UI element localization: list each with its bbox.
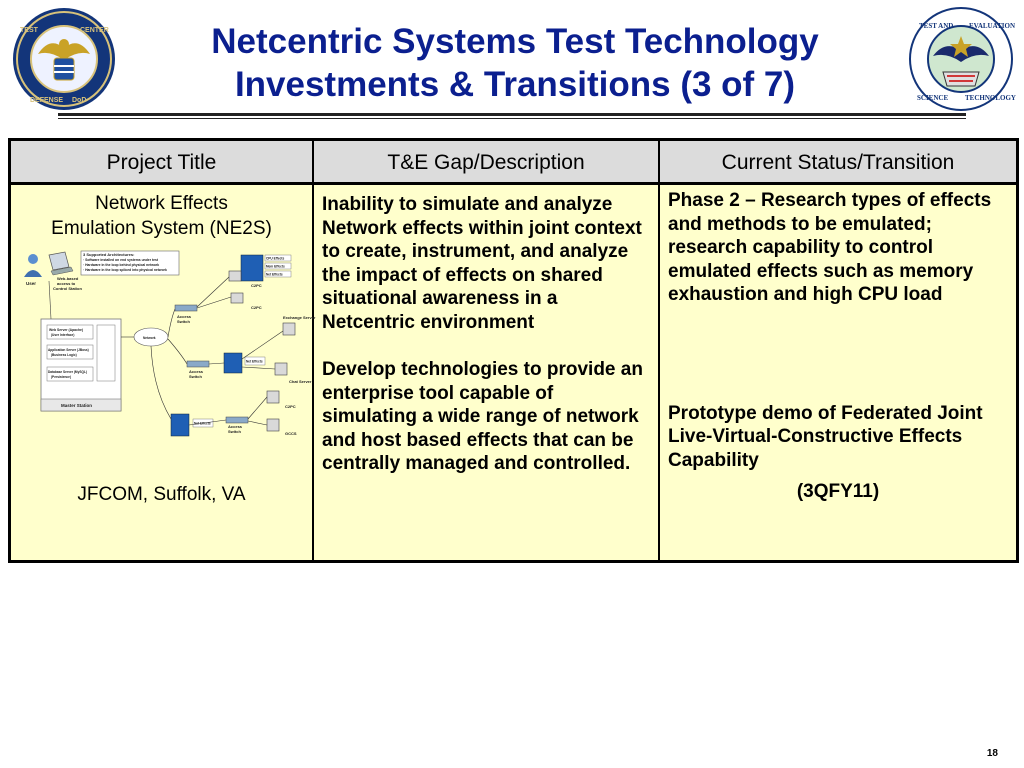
c2pc-computer-icon-3 xyxy=(267,391,279,403)
project-name xyxy=(11,191,312,241)
c2pc-computer-icon-2 xyxy=(231,293,243,303)
effects-mem: Mem Effects xyxy=(266,264,285,269)
svg-text:TECHNOLOGY: TECHNOLOGY xyxy=(965,94,1016,102)
title-rule-thick xyxy=(58,113,966,116)
arch-line-2: · Hardware in the loop behind physical network xyxy=(83,263,160,267)
chat-server-label: Chat Server xyxy=(289,379,312,384)
project-name-line-2: Emulation System (NE2S) xyxy=(51,218,272,239)
access-switch-2a: Access xyxy=(189,369,204,374)
business-logic-label: (Business Logic) xyxy=(51,353,77,357)
web-access-2: access to xyxy=(57,281,76,286)
header-status-transition: Current Status/Transition xyxy=(721,151,955,174)
gap-cell xyxy=(314,185,658,560)
project-table xyxy=(8,138,1019,563)
arch-line-1: · Software installed on end systems under test xyxy=(83,258,158,262)
gccs-label: GCCS xyxy=(285,431,297,436)
test-evaluation-logo xyxy=(905,6,1017,112)
svg-text:DoD: DoD xyxy=(72,97,87,104)
c2pc-label-3: C2PC xyxy=(285,404,296,409)
status-date: (3QFY11) xyxy=(796,481,880,502)
network-diagram xyxy=(21,249,316,444)
status-paragraph-2: Prototype demo of Federated Joint Live-Virtual-Constructive Effects Capability xyxy=(668,402,983,471)
user-icon xyxy=(24,254,42,277)
title-rule-thin xyxy=(58,118,966,119)
access-switch-1b: Switch xyxy=(177,319,190,324)
project-location: JFCOM, Suffolk, VA xyxy=(77,484,246,505)
access-switch-3b: Switch xyxy=(228,429,241,434)
svg-text:TEST: TEST xyxy=(20,27,38,34)
svg-text:DEFENSE: DEFENSE xyxy=(30,97,64,104)
access-switch-icon-2 xyxy=(187,361,209,367)
status-cell xyxy=(660,185,1016,560)
status-paragraph-1: Phase 2 – Research types of effects and methods to be emulated; research capability to control emulated effects such as memory exhaustion and high CPU load xyxy=(668,190,992,305)
title-line-2: Investments & Transitions (3 of 7) xyxy=(234,65,796,104)
exchange-server-label: Exchange Server xyxy=(283,315,316,320)
persistence-label: (Persistence) xyxy=(51,375,72,379)
c2pc-computer-icon-1 xyxy=(229,271,241,281)
app-server-label: Application Server (JBoss) xyxy=(48,348,89,352)
svg-text:CENTER: CENTER xyxy=(80,27,109,34)
arch-line-3: · Hardware in the loop spliced into physical network xyxy=(83,268,167,272)
svg-text:SCIENCE: SCIENCE xyxy=(917,94,949,102)
project-name-line-1: Network Effects xyxy=(95,193,228,214)
gap-paragraph-1: Inability to simulate and analyze Network effects within joint context to create, instrument, and analyze the impact of effects on shared situational awareness in a Netcentric environment xyxy=(322,194,642,333)
net-effects-2: Net Effects xyxy=(194,421,211,426)
project-cell xyxy=(11,185,316,560)
effects-cpu: CPU Effects xyxy=(266,256,285,261)
gap-paragraph-2: Develop technologies to provide an enterprise tool capable of simulating a wide range of network and host based effects that can be centrally managed and controlled. xyxy=(322,359,643,474)
effects-net: Net Effects xyxy=(266,272,283,277)
effects-appliance-icon-3 xyxy=(171,414,189,436)
arch-title: 3 Supported Architectures: xyxy=(83,252,135,257)
access-switch-2b: Switch xyxy=(189,374,202,379)
web-access-3: Control Station xyxy=(53,286,82,291)
access-switch-icon-1 xyxy=(175,305,197,311)
header-gap-description: T&E Gap/Description xyxy=(387,151,585,174)
resource-management-logo xyxy=(8,6,120,112)
web-access-1: Web-based xyxy=(57,276,79,281)
table-header-row xyxy=(11,141,1016,185)
laptop-icon xyxy=(49,252,73,275)
page-title xyxy=(130,20,900,106)
web-server-label: Web Server (Apache) xyxy=(49,328,84,332)
access-switch-3a: Access xyxy=(228,424,243,429)
page-number: 18 xyxy=(986,748,998,759)
svg-text:TEST AND: TEST AND xyxy=(919,22,954,30)
chat-server-icon xyxy=(275,363,287,375)
effects-appliance-icon-2 xyxy=(224,353,242,373)
effects-appliance-icon-1 xyxy=(241,255,263,281)
master-station-label: Master Station xyxy=(61,403,93,408)
header-project-title: Project Title xyxy=(106,151,217,174)
title-line-1: Netcentric Systems Test Technology xyxy=(211,22,819,61)
exchange-server-icon xyxy=(283,323,295,335)
user-label: User xyxy=(26,281,37,286)
access-switch-1a: Access xyxy=(177,314,192,319)
network-cloud-label: Network xyxy=(143,336,156,340)
c2pc-label-2: C2PC xyxy=(251,305,262,310)
user-interface-label: (User Interface) xyxy=(51,333,75,337)
gccs-computer-icon xyxy=(267,419,279,431)
db-server-label: Database Server (MySQL) xyxy=(48,370,87,374)
access-switch-icon-3 xyxy=(226,417,248,423)
svg-text:EVALUATION: EVALUATION xyxy=(969,22,1016,30)
net-effects-1: Net Effects xyxy=(246,359,263,364)
c2pc-label-1: C2PC xyxy=(251,283,262,288)
